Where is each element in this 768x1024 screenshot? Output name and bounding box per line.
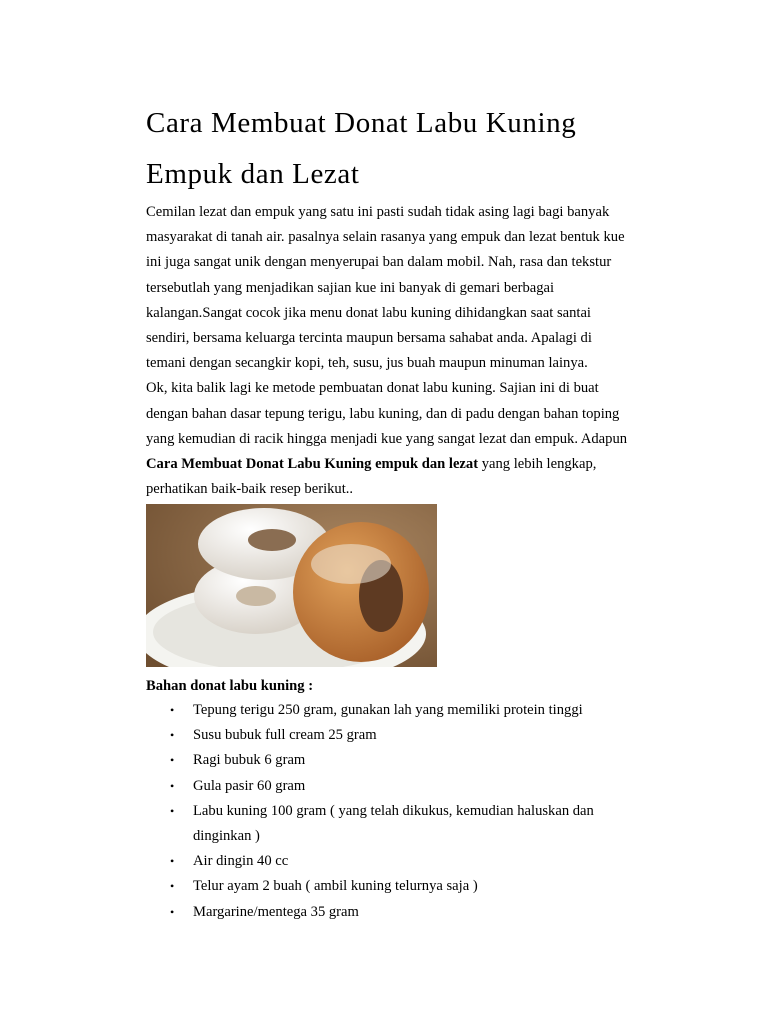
donut-photo — [146, 504, 437, 667]
list-item — [146, 900, 666, 925]
title-line-2: Empuk dan Lezat — [146, 158, 360, 190]
list-item — [146, 723, 666, 748]
list-item — [146, 748, 666, 773]
body-line: Cemilan lezat dan empuk yang satu ini pasti sudah tidak asing lagi bagi banyak — [146, 204, 610, 220]
article-body — [146, 200, 666, 502]
ingredient-text: Tepung terigu 250 gram, gunakan lah yang memiliki protein tinggi — [193, 702, 583, 718]
ingredient-text: Labu kuning 100 gram ( yang telah dikukus, kemudian haluskan dan — [193, 802, 594, 819]
closing-line: perhatikan baik-baik resep berikut.. — [146, 481, 354, 498]
ingredients-list — [146, 698, 666, 925]
list-item — [146, 698, 666, 723]
body-line: sendiri, bersama keluarga tercinta maupun bersama sahabat anda. Apalagi di — [146, 330, 592, 347]
bullet-icon: • — [170, 778, 175, 793]
bullet-icon: • — [170, 879, 175, 894]
bullet-icon: • — [170, 803, 175, 818]
bullet-icon: • — [170, 728, 175, 743]
ingredient-text-continued: dinginkan ) — [193, 828, 260, 845]
list-item — [146, 799, 666, 849]
bold-recipe-phrase: Cara Membuat Donat Labu Kuning empuk dan lezat — [146, 456, 479, 473]
title-line-1: Cara Membuat Donat Labu Kuning — [146, 107, 577, 139]
article-title — [146, 98, 666, 200]
bullet-icon: • — [170, 854, 175, 869]
ingredient-text: Gula pasir 60 gram — [193, 777, 306, 794]
bullet-icon: • — [170, 904, 175, 919]
bullet-icon: • — [170, 753, 175, 768]
ingredient-text: Ragi bubuk 6 gram — [193, 752, 306, 769]
body-line: dengan bahan dasar tepung terigu, labu kuning, dan di padu dengan bahan toping — [146, 405, 620, 422]
ingredient-text: Susu bubuk full cream 25 gram — [193, 727, 377, 744]
bullet-icon: • — [170, 703, 175, 717]
after-bold-text: yang lebih lengkap, — [478, 456, 597, 473]
donut-photo-illustration — [146, 504, 437, 667]
body-line-with-bold — [146, 452, 666, 477]
body-line: tersebutlah yang menjadikan sajian kue ini banyak di gemari berbagai — [146, 279, 555, 296]
ingredient-text: Margarine/mentega 35 gram — [193, 903, 359, 920]
list-item — [146, 849, 666, 874]
body-line: Ok, kita balik lagi ke metode pembuatan donat labu kuning. Sajian ini di buat — [146, 380, 599, 397]
body-line: temani dengan secangkir kopi, teh, susu, jus buah maupun minuman lainya. — [146, 355, 588, 372]
body-line: ini juga sangat unik dengan menyerupai ban dalam mobil. Nah, rasa dan tekstur — [146, 254, 612, 271]
list-item — [146, 874, 666, 899]
body-line: kalangan.Sangat cocok jika menu donat labu kuning dihidangkan saat santai — [146, 304, 591, 321]
body-line: masyarakat di tanah air. pasalnya selain rasanya yang empuk dan lezat bentuk kue — [146, 229, 625, 246]
ingredient-text: Telur ayam 2 buah ( ambil kuning telurnya saja ) — [193, 878, 478, 895]
ingredient-text: Air dingin 40 cc — [193, 853, 289, 870]
body-line: yang kemudian di racik hingga menjadi kue yang sangat lezat dan empuk. Adapun — [146, 430, 628, 447]
list-item — [146, 774, 666, 799]
ingredients-heading: Bahan donat labu kuning : — [146, 678, 314, 694]
